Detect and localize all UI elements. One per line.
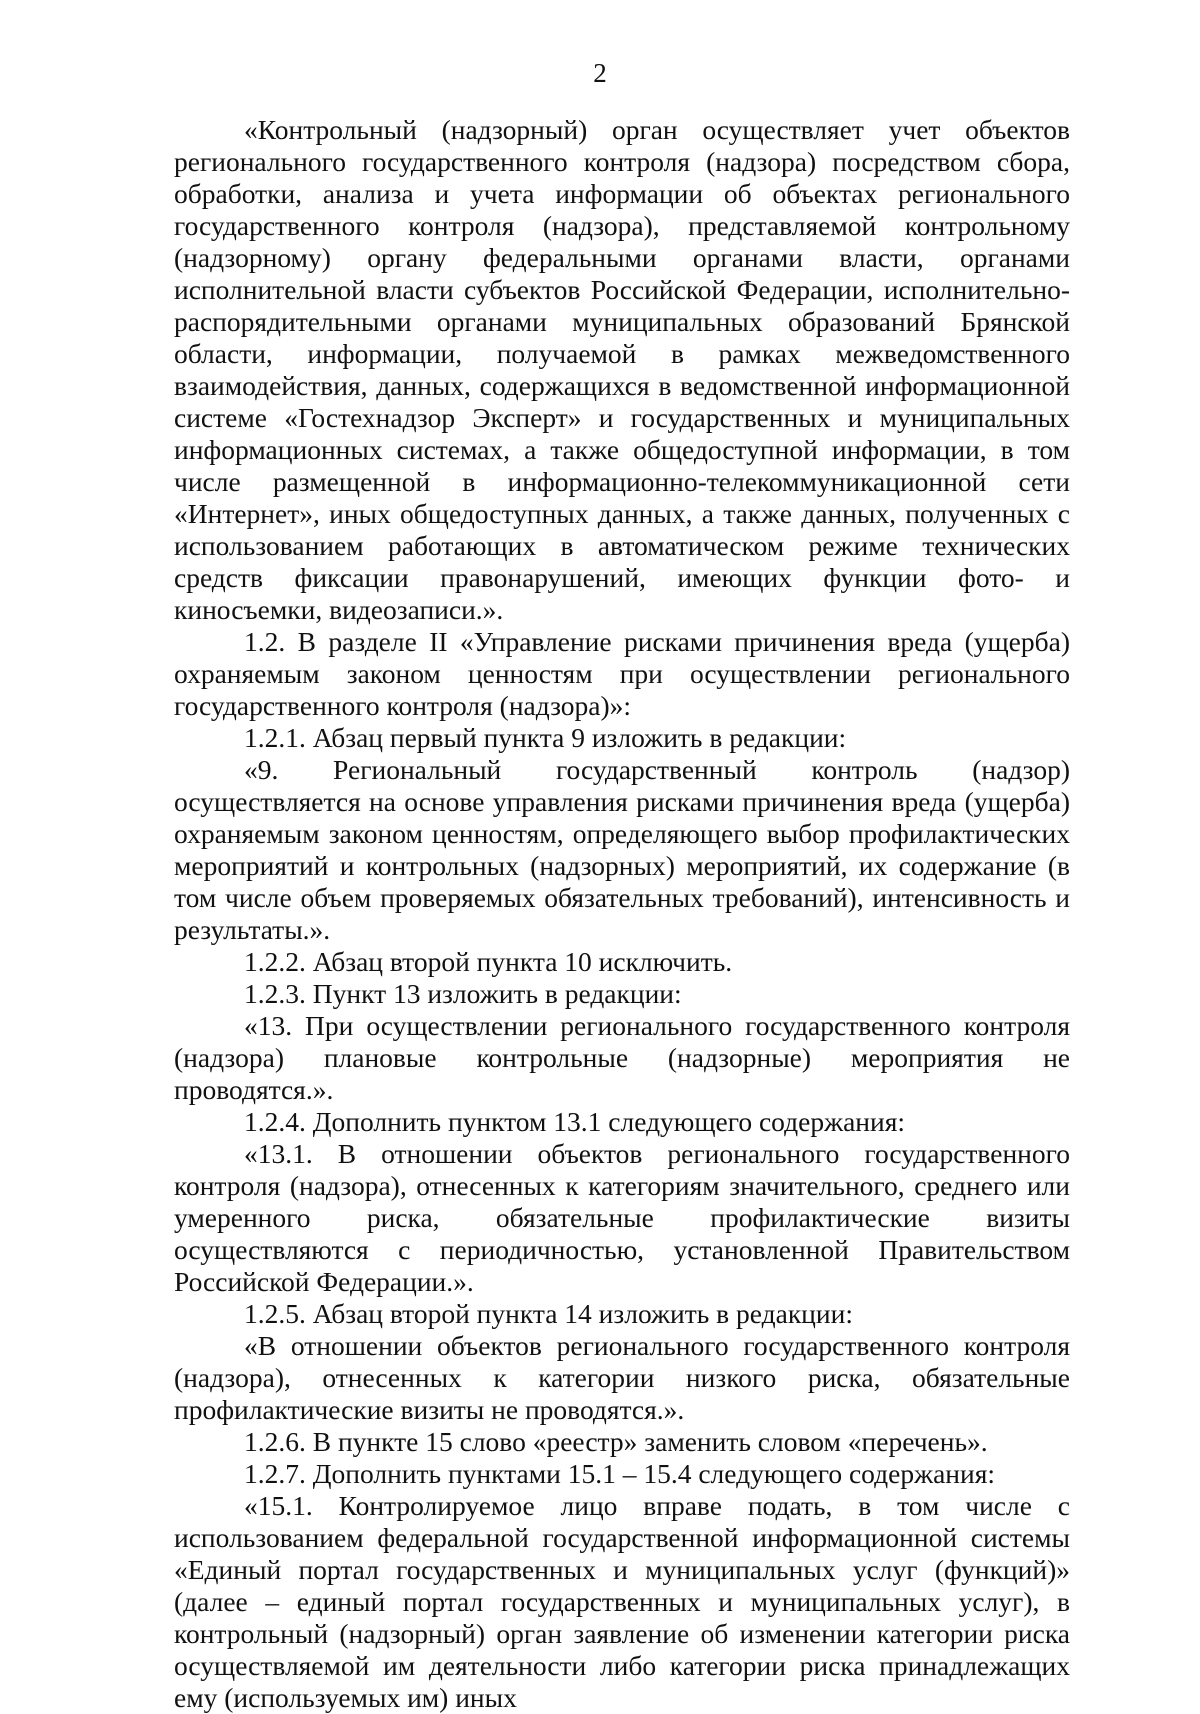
paragraph: 1.2.7. Дополнить пунктами 15.1 – 15.4 следующего содержания: xyxy=(244,1458,996,1489)
page-number: 2 xyxy=(593,58,607,88)
paragraph: «13. При осуществлении регионального государственного контроля (надзора) плановые контрольные (надзорные) мероприятия не проводятся.». xyxy=(174,1010,1070,1105)
paragraph: 1.2. В разделе II «Управление рисками причинения вреда (ущерба) охраняемым законом ценностям при осуществлении регионального государственного контроля (надзора)»: xyxy=(174,626,1070,721)
paragraph: 1.2.6. В пункте 15 слово «реестр» заменить словом «перечень». xyxy=(244,1426,988,1457)
paragraph: 1.2.3. Пункт 13 изложить в редакции: xyxy=(244,978,682,1009)
paragraph: 1.2.2. Абзац второй пункта 10 исключить. xyxy=(244,946,733,977)
paragraph: 1.2.4. Дополнить пунктом 13.1 следующего содержания: xyxy=(244,1106,905,1137)
paragraph: 1.2.1. Абзац первый пункта 9 изложить в редакции: xyxy=(244,722,847,753)
paragraph: «В отношении объектов регионального государственного контроля (надзора), отнесенных к категории низкого риска, обязательные профилактические визиты не проводятся.». xyxy=(174,1330,1070,1425)
paragraph: 1.2.5. Абзац второй пункта 14 изложить в редакции: xyxy=(244,1298,853,1329)
paragraph: «13.1. В отношении объектов регионального государственного контроля (надзора), отнесенных к категориям значительного, среднего или умеренного риска, обязательные профилактические визиты осуществляются с периодичностью, установленной Правительством Российской Федерации.». xyxy=(174,1138,1070,1297)
paragraph: «9. Региональный государственный контроль (надзор) осуществляется на основе управления рисками причинения вреда (ущерба) охраняемым законом ценностям, определяющего выбор профилактических мероприятий и контрольных (надзорных) мероприятий, их содержание (в том числе объем проверяемых обязательных требований), интенсивность и результаты.». xyxy=(174,754,1070,945)
paragraph: «Контрольный (надзорный) орган осуществляет учет объектов регионального государственного контроля (надзора) посредством сбора, обработки, анализа и учета информации об объектах регионального государственного контроля (надзора), представляемой контрольному (надзорному) органу федеральными органами власти, органами исполнительной власти субъектов Российской Федерации, исполнительно-распорядительными органами муниципальных образований Брянской области, информации, получаемой в рамках межведомственного взаимодействия, данных, содержащихся в ведомственной информационной системе «Гостехнадзор Эксперт» и государственных и муниципальных информационных системах, а также общедоступной информации, в том числе размещенной в информационно-телекоммуникационной сети «Интернет», иных общедоступных данных, а также данных, полученных с использованием работающих в автоматическом режиме технических средств фиксации правонарушений, имеющих функции фото- и киносъемки, видеозаписи.». xyxy=(174,114,1070,625)
document-body xyxy=(174,114,1070,1714)
paragraph: «15.1. Контролируемое лицо вправе подать, в том числе с использованием федеральной государственной информационной системы «Единый портал государственных и муниципальных услуг (функций)» (далее – единый портал государственных и муниципальных услуг), в контрольный (надзорный) орган заявление об изменении категории риска осуществляемой им деятельности либо категории риска принадлежащих ему (используемых им) иных xyxy=(174,1490,1070,1713)
